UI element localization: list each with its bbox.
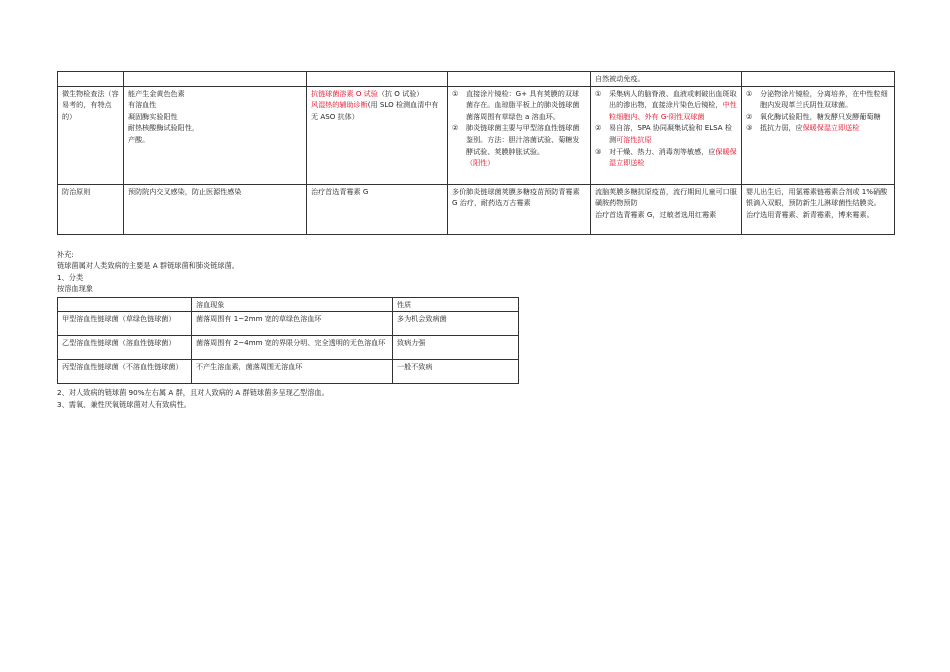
paragraph: 链球菌属对人类致病的主要是 A 群链球菌和肺炎链球菌。 (57, 261, 239, 271)
table-row (58, 86, 895, 184)
cell-line: 产酸。 (128, 134, 150, 144)
footer-notes (57, 387, 329, 411)
table-cell: 乙型溶血性链球菌（溶血性链球菌） (58, 336, 192, 360)
row-header-microbio-test: 微生物检查法（容易考的，有特点的） (58, 86, 124, 184)
cell-line: 耐热核酸酶试验阳性， (128, 123, 199, 133)
table-cell: 不产生溶血素，菌落周围无溶血环 (192, 360, 393, 384)
highlight-text: 抗链球菌溶素 O 试验 (311, 88, 378, 98)
table-cell: 甲型溶血性链球菌（草绿色链球菌） (58, 312, 192, 336)
hemolysis-classification-table (57, 297, 519, 384)
supplement-title: 补充: (57, 250, 74, 259)
item-text: 易自溶，SPA 协同凝集试验和 ELSA 检测 (609, 123, 732, 144)
numbered-item (746, 88, 890, 111)
item-number: ② (452, 123, 459, 133)
table-cell: 丙型溶血性链球菌（不溶血性链球菌） (58, 360, 192, 384)
item-number: ① (595, 88, 602, 98)
table-cell (591, 86, 742, 184)
table-cell: 多价肺炎链球菌荚膜多糖疫苗预防青霉素 G 治疗，耐药选万古霉素 (448, 184, 591, 234)
cell-line: 能产生金黄色色素 (128, 88, 185, 98)
highlight-text: 风湿热的辅助诊断 (311, 100, 368, 110)
numbered-item (746, 111, 890, 123)
table-row (58, 336, 519, 360)
item-text: 肺炎链球菌主要与甲型溶血性链球菌鉴别。方法：胆汁溶菌试验、菊糖发酵试验、荚膜肿胀试验。 (466, 123, 580, 156)
table-cell (307, 72, 448, 87)
numbered-item (595, 88, 737, 123)
cell-line: 治疗首选青霉素 G，过敏者选用红霉素 (595, 209, 717, 219)
numbered-item (595, 146, 737, 169)
highlight-text: 可溶性抗原 (616, 134, 652, 144)
item-number: ① (746, 88, 753, 98)
table-header-row (58, 298, 519, 312)
numbered-item (746, 122, 890, 134)
item-text: 采集病人的脑脊液、血液或刺破出血斑取出的渗出物，直接涂片染色后镜检， (609, 88, 737, 110)
item-number: ① (452, 88, 459, 98)
table-cell (124, 86, 307, 184)
header-cell: 性质 (393, 298, 519, 312)
table-cell (307, 86, 448, 184)
table-cell (742, 86, 895, 184)
header-cell (58, 298, 192, 312)
header-cell: 溶血现象 (192, 298, 393, 312)
table-cell (448, 72, 591, 87)
paragraph: 2、对人致病的链球菌 90%左右属 A 群，且对人致病的 A 群链球菌多呈现乙型溶血。 (57, 388, 329, 397)
paragraph: 按溶血现象 (57, 284, 93, 294)
table-cell: 预防院内交叉感染，防止医源性感染 (124, 184, 307, 234)
table-cell (742, 184, 895, 234)
table-row (58, 72, 895, 87)
numbered-item (452, 122, 586, 157)
highlight-text: （阳性） (466, 158, 495, 168)
item-number: ② (746, 111, 753, 121)
cell-text: (用 SLO 检测血清中有无 ASO 抗体） (311, 100, 439, 121)
table-cell: 菌落周围有 1~2mm 宽的草绿色溶血环 (192, 312, 393, 336)
table-cell: 一般不致病 (393, 360, 519, 384)
table-cell (448, 86, 591, 184)
cell-text: （抗 O 试验） (377, 88, 424, 98)
table-cell: 菌落周围有 2~4mm 宽的界限分明、完全透明的无色溶血环 (192, 336, 393, 360)
item-text: 分泌物涂片镜检，分离培养，在中性粒细胞内发现革兰氏阴性双球菌。 (760, 88, 888, 110)
numbered-item (452, 88, 586, 123)
supplement-section (57, 249, 239, 295)
item-number: ③ (746, 123, 753, 133)
highlight-text: 中性粒细胞内、外有 G-阴性双球菌 (609, 100, 737, 121)
table-row (58, 360, 519, 384)
item-text: 直接涂片镜检：G+ 具有荚膜的双球菌存在。血琼脂平板上的肺炎链球菌菌落周围有草绿色 a 溶血环。 (466, 88, 580, 121)
table-cell (58, 72, 124, 87)
table-cell (591, 184, 742, 234)
table-cell (124, 72, 307, 87)
item-text: 对干燥、热力、消毒剂等敏感，应 (609, 146, 716, 156)
table-cell: 自然被动免疫。 (591, 72, 742, 87)
cell-line: 婴儿出生后，用氯霉素链霉素合剂或 1%硝酸银滴入双眼，预防新生儿淋球菌性结膜炎。 (746, 186, 888, 208)
highlight-text: 保暖保湿立即送检 (802, 123, 860, 133)
row-header-prevention: 防治原则 (58, 184, 124, 234)
highlight-text: 保暖保湿立即送检 (609, 146, 737, 168)
table-row (58, 312, 519, 336)
item-number: ② (595, 123, 602, 133)
item-number: ③ (595, 146, 602, 156)
cell-line: 流脑荚膜多糖抗原疫苗，流行期间儿童可口服磺胺药物预防 (595, 186, 737, 208)
numbered-item (595, 122, 737, 145)
item-text: 抵抗力弱，应 (760, 123, 803, 133)
item-text: 氧化酶试验阳性，糖发酵只发酵葡萄糖 (760, 111, 881, 121)
table-row (58, 184, 895, 234)
table-cell: 多为机会致病菌 (393, 312, 519, 336)
bacteria-comparison-table (57, 71, 895, 235)
cell-line: 有溶血性 (128, 100, 157, 110)
table-cell: 治疗首选青霉素 G (307, 184, 448, 234)
table-cell: 致病力强 (393, 336, 519, 360)
cell-line: 治疗选用青霉素、新青霉素，博来霉素。 (746, 209, 874, 219)
cell-line: 凝固酶实验阳性 (128, 111, 178, 121)
paragraph: 3、需氧、兼性厌氧链球菌对人有致病性。 (57, 400, 191, 409)
paragraph: 1、分类 (57, 272, 84, 282)
table-cell (742, 72, 895, 87)
